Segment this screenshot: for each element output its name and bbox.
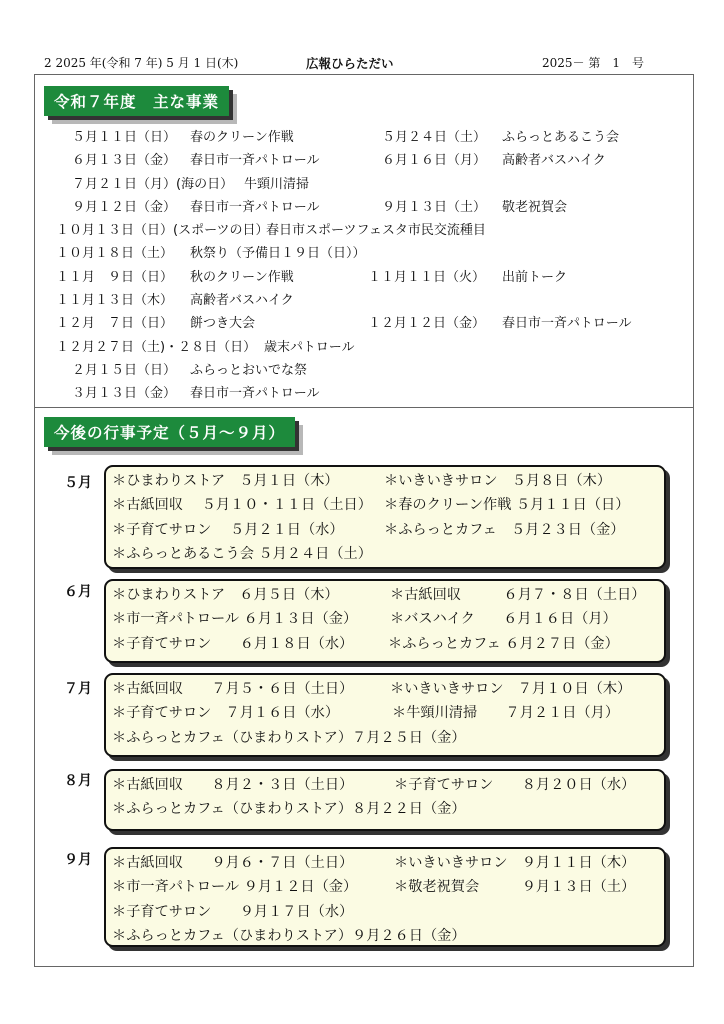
event-line xyxy=(112,852,664,876)
month-label: ６月 xyxy=(64,584,92,600)
event-item: ＊ふらっとカフェ（ひまわりストア）７月２５日（金） xyxy=(112,729,466,746)
event-item: ＊ふらっとカフェ ５月２３日（金） xyxy=(384,521,625,538)
event-row xyxy=(56,149,676,172)
event-item: ＊ふらっとカフェ ６月２７日（金） xyxy=(388,635,619,652)
event-date: ９月１３日（土） xyxy=(382,199,487,215)
event-item: ＊バスハイク ６月１６日（月） xyxy=(390,611,617,628)
section1-title: 令和７年度 主な事業 xyxy=(44,86,229,116)
event-name: 出前トーク xyxy=(502,269,568,285)
event-name: 秋祭り（予備日１９日（日）） xyxy=(190,246,366,262)
event-row xyxy=(56,219,676,242)
newsletter-title: 広報ひらただい xyxy=(306,56,394,71)
event-line xyxy=(112,584,664,608)
event-date: １２月２７日（土)・２８日（日） xyxy=(56,339,257,355)
event-item: ＊春のクリーン作戦 ５月１１日（日） xyxy=(384,497,630,514)
month-events-box xyxy=(104,465,666,569)
event-item: ＊子育てサロン ９月１７日（水） xyxy=(112,903,354,920)
event-date: ６月１６日（月） xyxy=(382,153,487,169)
event-item: ＊いきいきサロン ９月１１日（木） xyxy=(394,855,636,871)
event-line xyxy=(112,901,664,925)
event-date: １２月 ７日（日） xyxy=(56,316,174,332)
event-line xyxy=(112,608,664,632)
event-row xyxy=(56,359,676,382)
month-label: ９月 xyxy=(64,852,92,868)
event-line xyxy=(112,519,664,543)
event-name: 牛頸川清掃 xyxy=(244,176,310,192)
event-name: 敬老祝賀会 xyxy=(502,199,568,215)
event-item: ＊ふらっとカフェ（ひまわりストア）９月２６日（金） xyxy=(112,928,466,945)
event-item: ＊ひまわりストア ５月１日（木） xyxy=(112,473,339,489)
event-name: 春日市一斉パトロール xyxy=(190,386,320,402)
event-line xyxy=(112,798,664,822)
event-name: 春日市一斉パトロール xyxy=(502,316,632,332)
event-date: ６月１３日（金） xyxy=(72,153,177,169)
event-date: ５月１１日（日） xyxy=(72,130,177,145)
event-item: ＊牛頸川清掃 ７月２１日（月） xyxy=(392,705,620,722)
event-row xyxy=(56,242,676,265)
event-item: ＊子育てサロン ６月１８日（水） xyxy=(112,635,354,652)
event-name: 春日市一斉パトロール xyxy=(190,153,320,169)
event-item: ＊いきいきサロン ７月１０日（木） xyxy=(390,681,632,697)
event-row xyxy=(56,289,676,312)
month-label: ８月 xyxy=(64,773,92,789)
event-name: 歳末パトロール xyxy=(264,339,355,355)
event-item: ＊子育てサロン ５月２１日（水） xyxy=(112,521,344,538)
event-item: ＊いきいきサロン ５月８日（木） xyxy=(384,473,612,489)
section2-title: 今後の行事予定（５月～９月） xyxy=(44,417,295,447)
event-date: １０月１３日（日）(スポーツの日） xyxy=(56,223,269,239)
annual-events-list xyxy=(56,126,676,406)
event-name: 春日市スポーツフェスタ市民交流種目 xyxy=(266,223,486,239)
event-name: 秋のクリーン作戦 xyxy=(190,269,294,285)
event-line xyxy=(112,727,664,751)
event-date: ３月１３日（金） xyxy=(72,386,177,402)
event-item: ＊ふらっとカフェ（ひまわりストア）８月２２日（金） xyxy=(112,801,466,818)
issue-number: 2025－ 第 1 号 xyxy=(542,56,644,70)
event-item: ＊子育てサロン ８月２０日（水） xyxy=(394,777,636,793)
event-item: ＊子育てサロン ７月１６日（水） xyxy=(112,705,340,722)
event-date: ２月１５日（日） xyxy=(72,362,177,378)
event-row xyxy=(56,126,676,149)
event-line xyxy=(112,925,664,949)
page-date-header: 2 2025 年(令和 7 年) 5 月 1 日(木) xyxy=(44,56,239,70)
event-line xyxy=(112,470,664,494)
event-row xyxy=(56,266,676,289)
month-label: ７月 xyxy=(64,681,92,697)
event-date: １１月１３日（木） xyxy=(56,293,174,309)
event-date: １２月１２日（金） xyxy=(368,316,486,332)
event-line xyxy=(112,678,664,702)
event-date: ９月１２日（金） xyxy=(72,199,177,215)
event-item: ＊市一斉パトロール ９月１２日（金） xyxy=(112,879,358,896)
event-item: ＊古紙回収 ７月５・６日（土日） xyxy=(112,681,354,697)
event-name: ふらっとおいでな祭 xyxy=(190,362,308,378)
event-name: 春のクリーン作戦 xyxy=(190,130,294,145)
month-events-box xyxy=(104,847,666,947)
section-divider xyxy=(34,407,694,408)
event-item: ＊古紙回収 ６月７・８日（土日） xyxy=(390,587,646,603)
event-row xyxy=(56,196,676,219)
month-events-box xyxy=(104,769,666,831)
event-line xyxy=(112,876,664,900)
event-name: 餅つき大会 xyxy=(190,316,256,332)
event-row xyxy=(56,382,676,405)
event-line xyxy=(112,702,664,726)
month-events-box xyxy=(104,673,666,757)
event-row xyxy=(56,312,676,335)
month-events-box xyxy=(104,579,666,663)
event-item: ＊古紙回収 ８月２・３日（土日） xyxy=(112,777,354,793)
event-name: 春日市一斉パトロール xyxy=(190,199,320,215)
event-date: １０月１８日（土） xyxy=(56,246,174,262)
month-label: ５月 xyxy=(64,475,92,491)
event-row xyxy=(56,336,676,359)
event-line xyxy=(112,494,664,518)
event-item: ＊敬老祝賀会 ９月１３日（土） xyxy=(394,879,636,896)
event-item: ＊古紙回収 ５月１０・１１日（土日） xyxy=(112,497,372,514)
event-date: １１月１１日（火） xyxy=(368,269,486,285)
event-line xyxy=(112,774,664,798)
event-name: ふらっとあるこう会 xyxy=(502,130,620,145)
event-item: ＊ふらっとあるこう会 ５月２４日（土） xyxy=(112,546,372,563)
event-date: １１月 ９日（日） xyxy=(56,269,174,285)
event-date: ７月２１日（月）(海の日） xyxy=(72,176,234,192)
event-item: ＊ひまわりストア ６月５日（木） xyxy=(112,587,339,603)
event-date: ５月２４日（土） xyxy=(382,130,487,145)
event-item: ＊古紙回収 ９月６・７日（土日） xyxy=(112,855,354,871)
event-name: 高齢者バスハイク xyxy=(502,153,606,169)
event-line xyxy=(112,543,664,567)
event-item: ＊市一斉パトロール ６月１３日（金） xyxy=(112,611,358,628)
event-name: 高齢者バスハイク xyxy=(190,293,294,309)
event-line xyxy=(112,633,664,657)
event-row xyxy=(56,173,676,196)
